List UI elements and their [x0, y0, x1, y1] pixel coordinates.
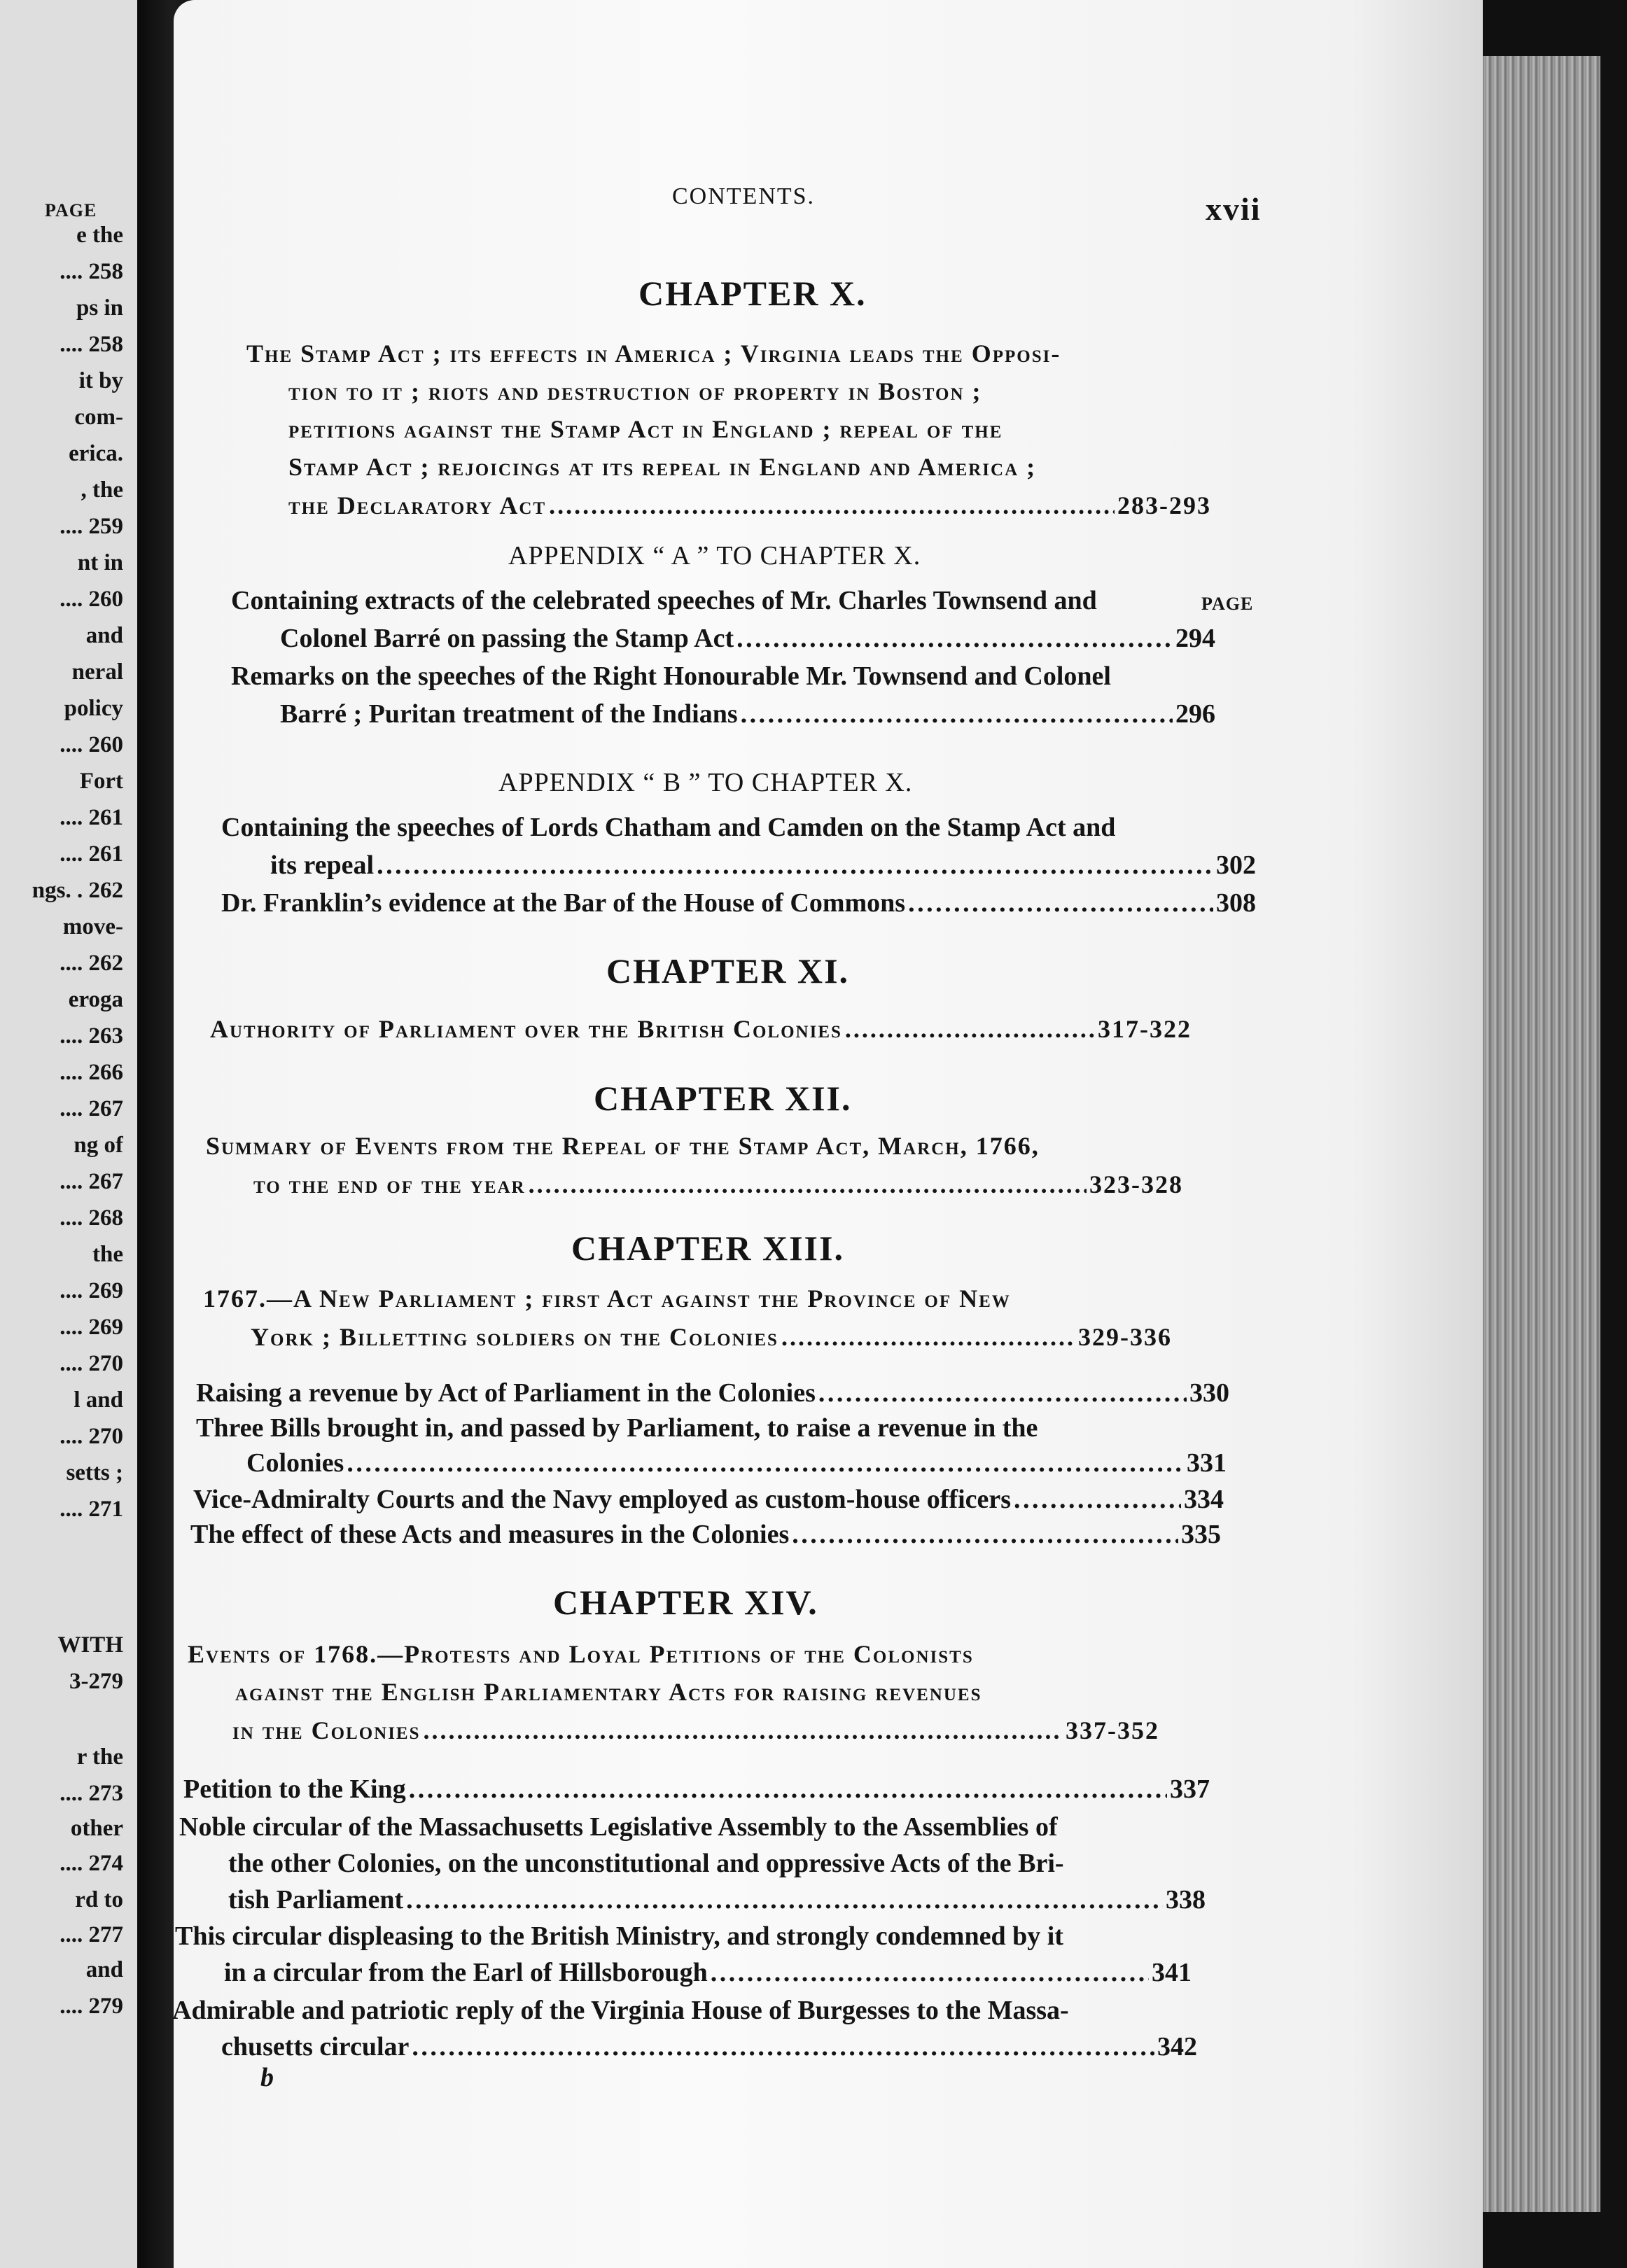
chapter-xiii-entry-4-text: The effect of these Acts and measures in the Colonies: [190, 1520, 790, 1549]
leader-dots: [347, 1448, 1184, 1478]
appendix-a-heading: APPENDIX “ A ” TO CHAPTER X.: [508, 541, 921, 570]
chapter-x-heading: CHAPTER X.: [638, 274, 867, 313]
chapter-xiii-entry-4: [190, 1519, 1221, 1550]
leader-dots: [781, 1322, 1075, 1352]
chapter-xiv-entry-2-line-2: the other Colonies, on the unconstitutional and oppressive Acts of the Bri-: [228, 1849, 1064, 1878]
chapter-xi-pages: 317-322: [1098, 1015, 1192, 1043]
chapter-xiii-summary-line-2: York ; Billetting soldiers on the Colonies: [251, 1323, 778, 1351]
chapter-xiii-pages: 329-336: [1078, 1323, 1172, 1351]
chapter-xiv-entry-3-line-1: This circular displeasing to the British Ministry, and strongly condemned by it: [175, 1921, 1063, 1951]
left-page-line: and: [85, 1957, 123, 1982]
left-page-label: PAGE: [45, 200, 97, 220]
left-page-line: ngs. . 262: [32, 878, 123, 903]
left-page-line: nt in: [77, 550, 123, 575]
left-page-line: ng of: [74, 1133, 123, 1158]
leader-dots: [377, 850, 1213, 881]
chapter-xiv-entry-2-page: 338: [1166, 1885, 1206, 1914]
chapter-x-entry: [288, 490, 1211, 521]
left-page-line: .... 267: [60, 1096, 123, 1121]
chapter-xiii-heading: CHAPTER XIII.: [571, 1228, 844, 1268]
left-page-line: .... 260: [60, 587, 123, 612]
left-page-line: .... 274: [60, 1851, 123, 1876]
leader-dots: [736, 623, 1173, 654]
appendix-a-entry-1-page: 294: [1175, 624, 1215, 653]
left-page-line: .... 267: [60, 1169, 123, 1194]
chapter-xiv-summary-line-2: against the English Parliamentary Acts for raising revenues: [235, 1678, 982, 1706]
appendix-b-entry-2: [221, 888, 1256, 918]
chapter-xiv-summary-line-1: Events of 1768.—Protests and Loyal Petitions of the Colonists: [188, 1640, 974, 1668]
chapter-x-summary-line-4: Stamp Act ; rejoicings at its repeal in England and America ;: [288, 453, 1037, 481]
appendix-b-entry-1-page: 302: [1216, 850, 1256, 880]
chapter-xiv-entry-2: [228, 1884, 1206, 1915]
left-page-line: .... 259: [60, 514, 123, 539]
chapter-xiii-entry-2-line-1: Three Bills brought in, and passed by Parliament, to raise a revenue in the: [196, 1413, 1038, 1443]
leader-dots: [424, 1715, 1063, 1746]
appendix-a-entry-2-line-1: Remarks on the speeches of the Right Honourable Mr. Townsend and Colonel: [231, 662, 1111, 691]
left-page-line: .... 260: [60, 732, 123, 757]
leader-dots: [908, 888, 1213, 918]
left-page-line: rd to: [75, 1887, 123, 1912]
left-page-line: eroga: [68, 987, 123, 1012]
left-page-line: and: [85, 623, 123, 648]
chapter-xiii-summary-line-1: 1767.—A New Parliament ; first Act against the Province of New: [203, 1284, 1011, 1312]
chapter-xii-summary-line-1: Summary of Events from the Repeal of the Stamp Act, March, 1766,: [206, 1132, 1040, 1160]
left-page-line: 3-279: [69, 1669, 123, 1694]
left-page-line: the: [92, 1242, 123, 1267]
left-page-line: .... 277: [60, 1922, 123, 1947]
chapter-xiv-entry-4-line-2: chusetts circular: [221, 2032, 410, 2062]
chapter-xii-pages: 323-328: [1089, 1170, 1183, 1198]
appendix-a-entry-2-line-2: Barré ; Puritan treatment of the Indians: [280, 699, 738, 729]
appendix-b-entry-1: [270, 850, 1256, 881]
chapter-xii-entry: [253, 1169, 1183, 1200]
appendix-a-entry-1-line-1: Containing extracts of the celebrated speeches of Mr. Charles Townsend and: [231, 586, 1097, 615]
left-page-line: erica.: [69, 441, 123, 466]
left-page-line: neral: [71, 659, 123, 685]
chapter-xiii-entry-1-text: Raising a revenue by Act of Parliament in the Colonies: [196, 1378, 816, 1408]
appendix-a-entry-1: [280, 623, 1215, 654]
appendix-a-entry-2-page: 296: [1175, 699, 1215, 729]
chapter-x-summary-line-2: tion to it ; riots and destruction of property in Boston ;: [288, 377, 982, 405]
leader-dots: [412, 2031, 1154, 2062]
left-page-line: .... 269: [60, 1278, 123, 1303]
chapter-xiii-entry-2: [246, 1448, 1227, 1478]
chapter-xii-heading: CHAPTER XII.: [594, 1079, 852, 1118]
leader-dots: [549, 490, 1115, 521]
left-page-line: .... 273: [60, 1781, 123, 1806]
left-page-line: .... 263: [60, 1023, 123, 1049]
page-number: xvii: [1206, 191, 1262, 227]
leader-dots: [1014, 1484, 1181, 1515]
left-page-line: , the: [81, 477, 123, 503]
chapter-xiii-entry-3-page: 334: [1184, 1485, 1224, 1514]
chapter-xii-summary-line-2: to the end of the year: [253, 1170, 526, 1198]
leader-dots: [711, 1957, 1149, 1988]
left-page-line: .... 258: [60, 259, 123, 284]
left-page-line: .... 261: [60, 841, 123, 867]
chapter-xiii-entry-3-text: Vice-Admiralty Courts and the Navy employed as custom-house officers: [193, 1485, 1012, 1514]
chapter-xiv-entry-1-text: Petition to the King: [183, 1774, 406, 1804]
chapter-x-last-line: the Declaratory Act: [288, 491, 547, 519]
chapter-xiv-entry-3: [224, 1957, 1192, 1988]
left-page-line: e the: [76, 223, 123, 248]
appendix-b-heading: APPENDIX “ B ” TO CHAPTER X.: [498, 768, 913, 797]
chapter-xiv-entry-1: [183, 1774, 1210, 1805]
left-page-line: .... 262: [60, 951, 123, 976]
chapter-xiv-entry-3-page: 341: [1152, 1958, 1192, 1987]
appendix-b-entry-1-line-1: Containing the speeches of Lords Chatham and Camden on the Stamp Act and: [221, 813, 1116, 842]
left-page-fragment: [0, 0, 140, 2268]
chapter-xiii-entry-1: [196, 1378, 1229, 1408]
left-page-line: it by: [78, 368, 123, 393]
chapter-xiii-entry-2-page: 331: [1187, 1448, 1227, 1478]
appendix-a-entry-1-line-2: Colonel Barré on passing the Stamp Act: [280, 624, 734, 653]
appendix-b-entry-2-page: 308: [1216, 888, 1256, 918]
left-page-line: .... 270: [60, 1351, 123, 1376]
chapter-xiv-entry-1-page: 337: [1170, 1774, 1210, 1804]
left-page-line: .... 269: [60, 1315, 123, 1340]
chapter-xiv-entry-4-page: 342: [1157, 2032, 1197, 2062]
chapter-xi-entry: [210, 1014, 1192, 1044]
chapter-xi-summary: Authority of Parliament over the British Colonies: [210, 1015, 842, 1043]
appendix-b-entry-1-line-2: its repeal: [270, 850, 375, 880]
chapter-xiv-entry-4: [221, 2031, 1197, 2062]
chapter-xi-heading: CHAPTER XI.: [606, 951, 850, 990]
chapter-x-pages: 283-293: [1117, 491, 1211, 519]
left-page-line: .... 268: [60, 1205, 123, 1231]
left-page-line: ps in: [76, 295, 123, 321]
left-page-line: .... 258: [60, 332, 123, 357]
chapter-xiii-entry-2-line-2: Colonies: [246, 1448, 344, 1478]
left-page-line: .... 279: [60, 1994, 123, 2019]
left-page-line: .... 270: [60, 1424, 123, 1449]
chapter-xiii-entry-3: [193, 1484, 1224, 1515]
chapter-xiv-entry-3-line-2: in a circular from the Earl of Hillsborough: [224, 1958, 708, 1987]
chapter-x-summary-line-1: The Stamp Act ; its effects in America ; Virginia leads the Opposi-: [246, 340, 1061, 368]
left-page-line: .... 261: [60, 805, 123, 830]
left-page-line: com-: [74, 405, 123, 430]
signature-mark: b: [260, 2063, 274, 2092]
chapter-xiii-entry-1-page: 330: [1189, 1378, 1229, 1408]
left-page-line: WITH: [57, 1632, 123, 1658]
left-page-line: .... 266: [60, 1060, 123, 1085]
left-page-line: other: [70, 1816, 123, 1841]
left-page-line: .... 271: [60, 1497, 123, 1522]
chapter-xiv-entry-2-line-1: Noble circular of the Massachusetts Legislative Assembly to the Assemblies of: [179, 1812, 1058, 1842]
chapter-xiv-pages: 337-352: [1066, 1716, 1159, 1744]
chapter-x-summary-line-3: petitions against the Stamp Act in England ; repeal of the: [288, 415, 1003, 443]
chapter-xiv-entry-2-line-3: tish Parliament: [228, 1885, 404, 1914]
leader-dots: [406, 1884, 1163, 1915]
left-page-line: move-: [62, 914, 123, 939]
left-page-line: policy: [64, 696, 123, 721]
leader-dots: [409, 1774, 1167, 1805]
leader-dots: [792, 1519, 1178, 1550]
leader-dots: [845, 1014, 1095, 1044]
chapter-xiv-entry-4-line-1: Admirable and patriotic reply of the Virginia House of Burgesses to the Massa-: [172, 1996, 1069, 2025]
left-page-line: r the: [76, 1744, 123, 1770]
leader-dots: [818, 1378, 1187, 1408]
appendix-b-entry-2-line-1: Dr. Franklin’s evidence at the Bar of the House of Commons: [221, 888, 906, 918]
running-head: CONTENTS.: [672, 183, 816, 209]
leader-dots: [529, 1169, 1087, 1200]
chapter-xiv-entry: [232, 1715, 1159, 1746]
page-column-label: PAGE: [1201, 594, 1254, 614]
left-page-line: Fort: [79, 769, 123, 794]
appendix-a-entry-2: [280, 699, 1215, 729]
chapter-xiii-entry: [251, 1322, 1172, 1352]
chapter-xiv-heading: CHAPTER XIV.: [553, 1583, 818, 1622]
left-page-line: setts ;: [66, 1460, 123, 1485]
left-page-line: l and: [74, 1387, 123, 1413]
leader-dots: [741, 699, 1173, 729]
chapter-xiii-entry-4-page: 335: [1181, 1520, 1221, 1549]
page-edges-shadow: [1600, 0, 1627, 2268]
chapter-xiv-summary-line-3: in the Colonies: [232, 1716, 421, 1744]
